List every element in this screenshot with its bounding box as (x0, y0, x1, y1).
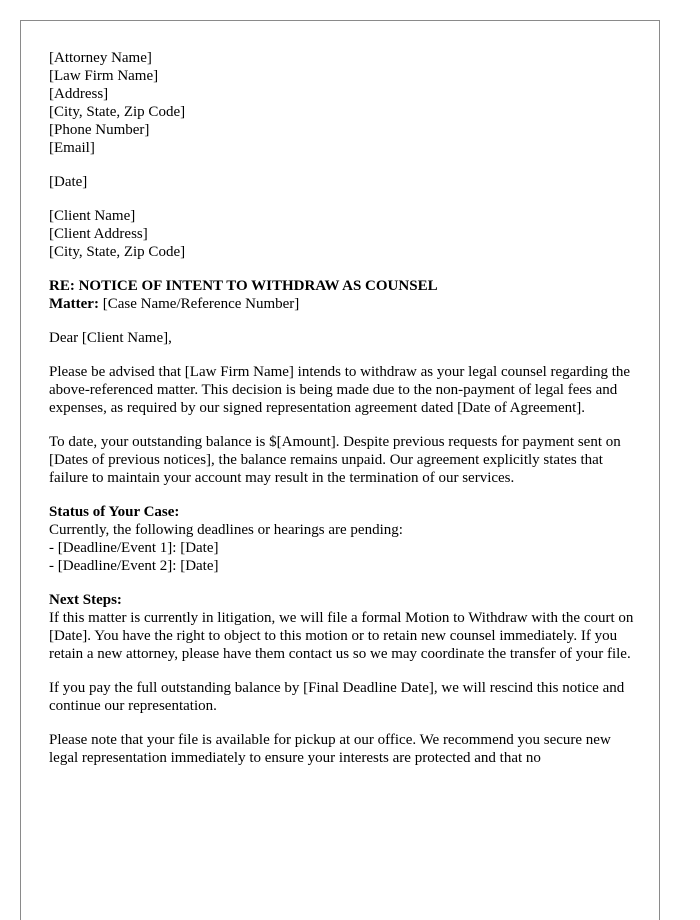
paragraph-file-pickup: Please note that your file is available for pickup at our office. We recommend you secure new legal representation immediately to ensure your interests are protected and that no (49, 732, 611, 766)
attorney-name: [Attorney Name] (49, 50, 152, 66)
re-line: RE: NOTICE OF INTENT TO WITHDRAW AS COUNSEL (49, 278, 438, 294)
client-name: [Client Name] (49, 208, 136, 224)
matter-label: Matter: (49, 296, 99, 312)
paragraph-outstanding-balance: To date, your outstanding balance is $[Amount]. Despite previous requests for payment sent on [Dates of previous notices], the balance remains unpaid. Our agreement explicitly states that failure to maintain your account may result in the termination of our services. (49, 434, 621, 486)
sender-city-state-zip: [City, State, Zip Code] (49, 104, 186, 120)
letter-date: [Date] (49, 174, 88, 190)
status-intro: Currently, the following deadlines or hearings are pending: (49, 522, 403, 538)
date-block (49, 173, 639, 191)
client-city-state-zip: [City, State, Zip Code] (49, 244, 186, 260)
law-firm-name: [Law Firm Name] (49, 68, 159, 84)
letter-page (20, 20, 660, 920)
next-steps-section (49, 591, 639, 663)
client-address: [Client Address] (49, 226, 148, 242)
next-steps-heading: Next Steps: (49, 592, 122, 608)
status-item: - [Deadline/Event 1]: [Date] (49, 540, 219, 556)
salutation: Dear [Client Name], (49, 330, 172, 346)
status-heading: Status of Your Case: (49, 504, 180, 520)
subject-block (49, 277, 639, 313)
case-status-section (49, 503, 639, 575)
matter-value: [Case Name/Reference Number] (98, 296, 300, 312)
sender-phone: [Phone Number] (49, 122, 150, 138)
status-item: - [Deadline/Event 2]: [Date] (49, 558, 219, 574)
paragraph-rescind: If you pay the full outstanding balance by [Final Deadline Date], we will rescind this notice and continue our representation. (49, 680, 625, 714)
letter-body (49, 49, 639, 783)
sender-email: [Email] (49, 140, 95, 156)
sender-address: [Address] (49, 86, 109, 102)
next-steps-text: If this matter is currently in litigation, we will file a formal Motion to Withdraw with the court on [Date]. You have the right to object to this motion or to retain new counsel immediately. If you retain a new attorney, please have them contact us so we may coordinate the transfer of your file. (49, 610, 634, 662)
sender-block (49, 49, 639, 157)
paragraph-withdraw-notice: Please be advised that [Law Firm Name] intends to withdraw as your legal counsel regarding the above-referenced matter. This decision is being made due to the non-payment of legal fees and expenses, as required by our signed representation agreement dated [Date of Agreement]. (49, 364, 631, 416)
matter-line (49, 295, 639, 313)
recipient-block (49, 207, 639, 261)
